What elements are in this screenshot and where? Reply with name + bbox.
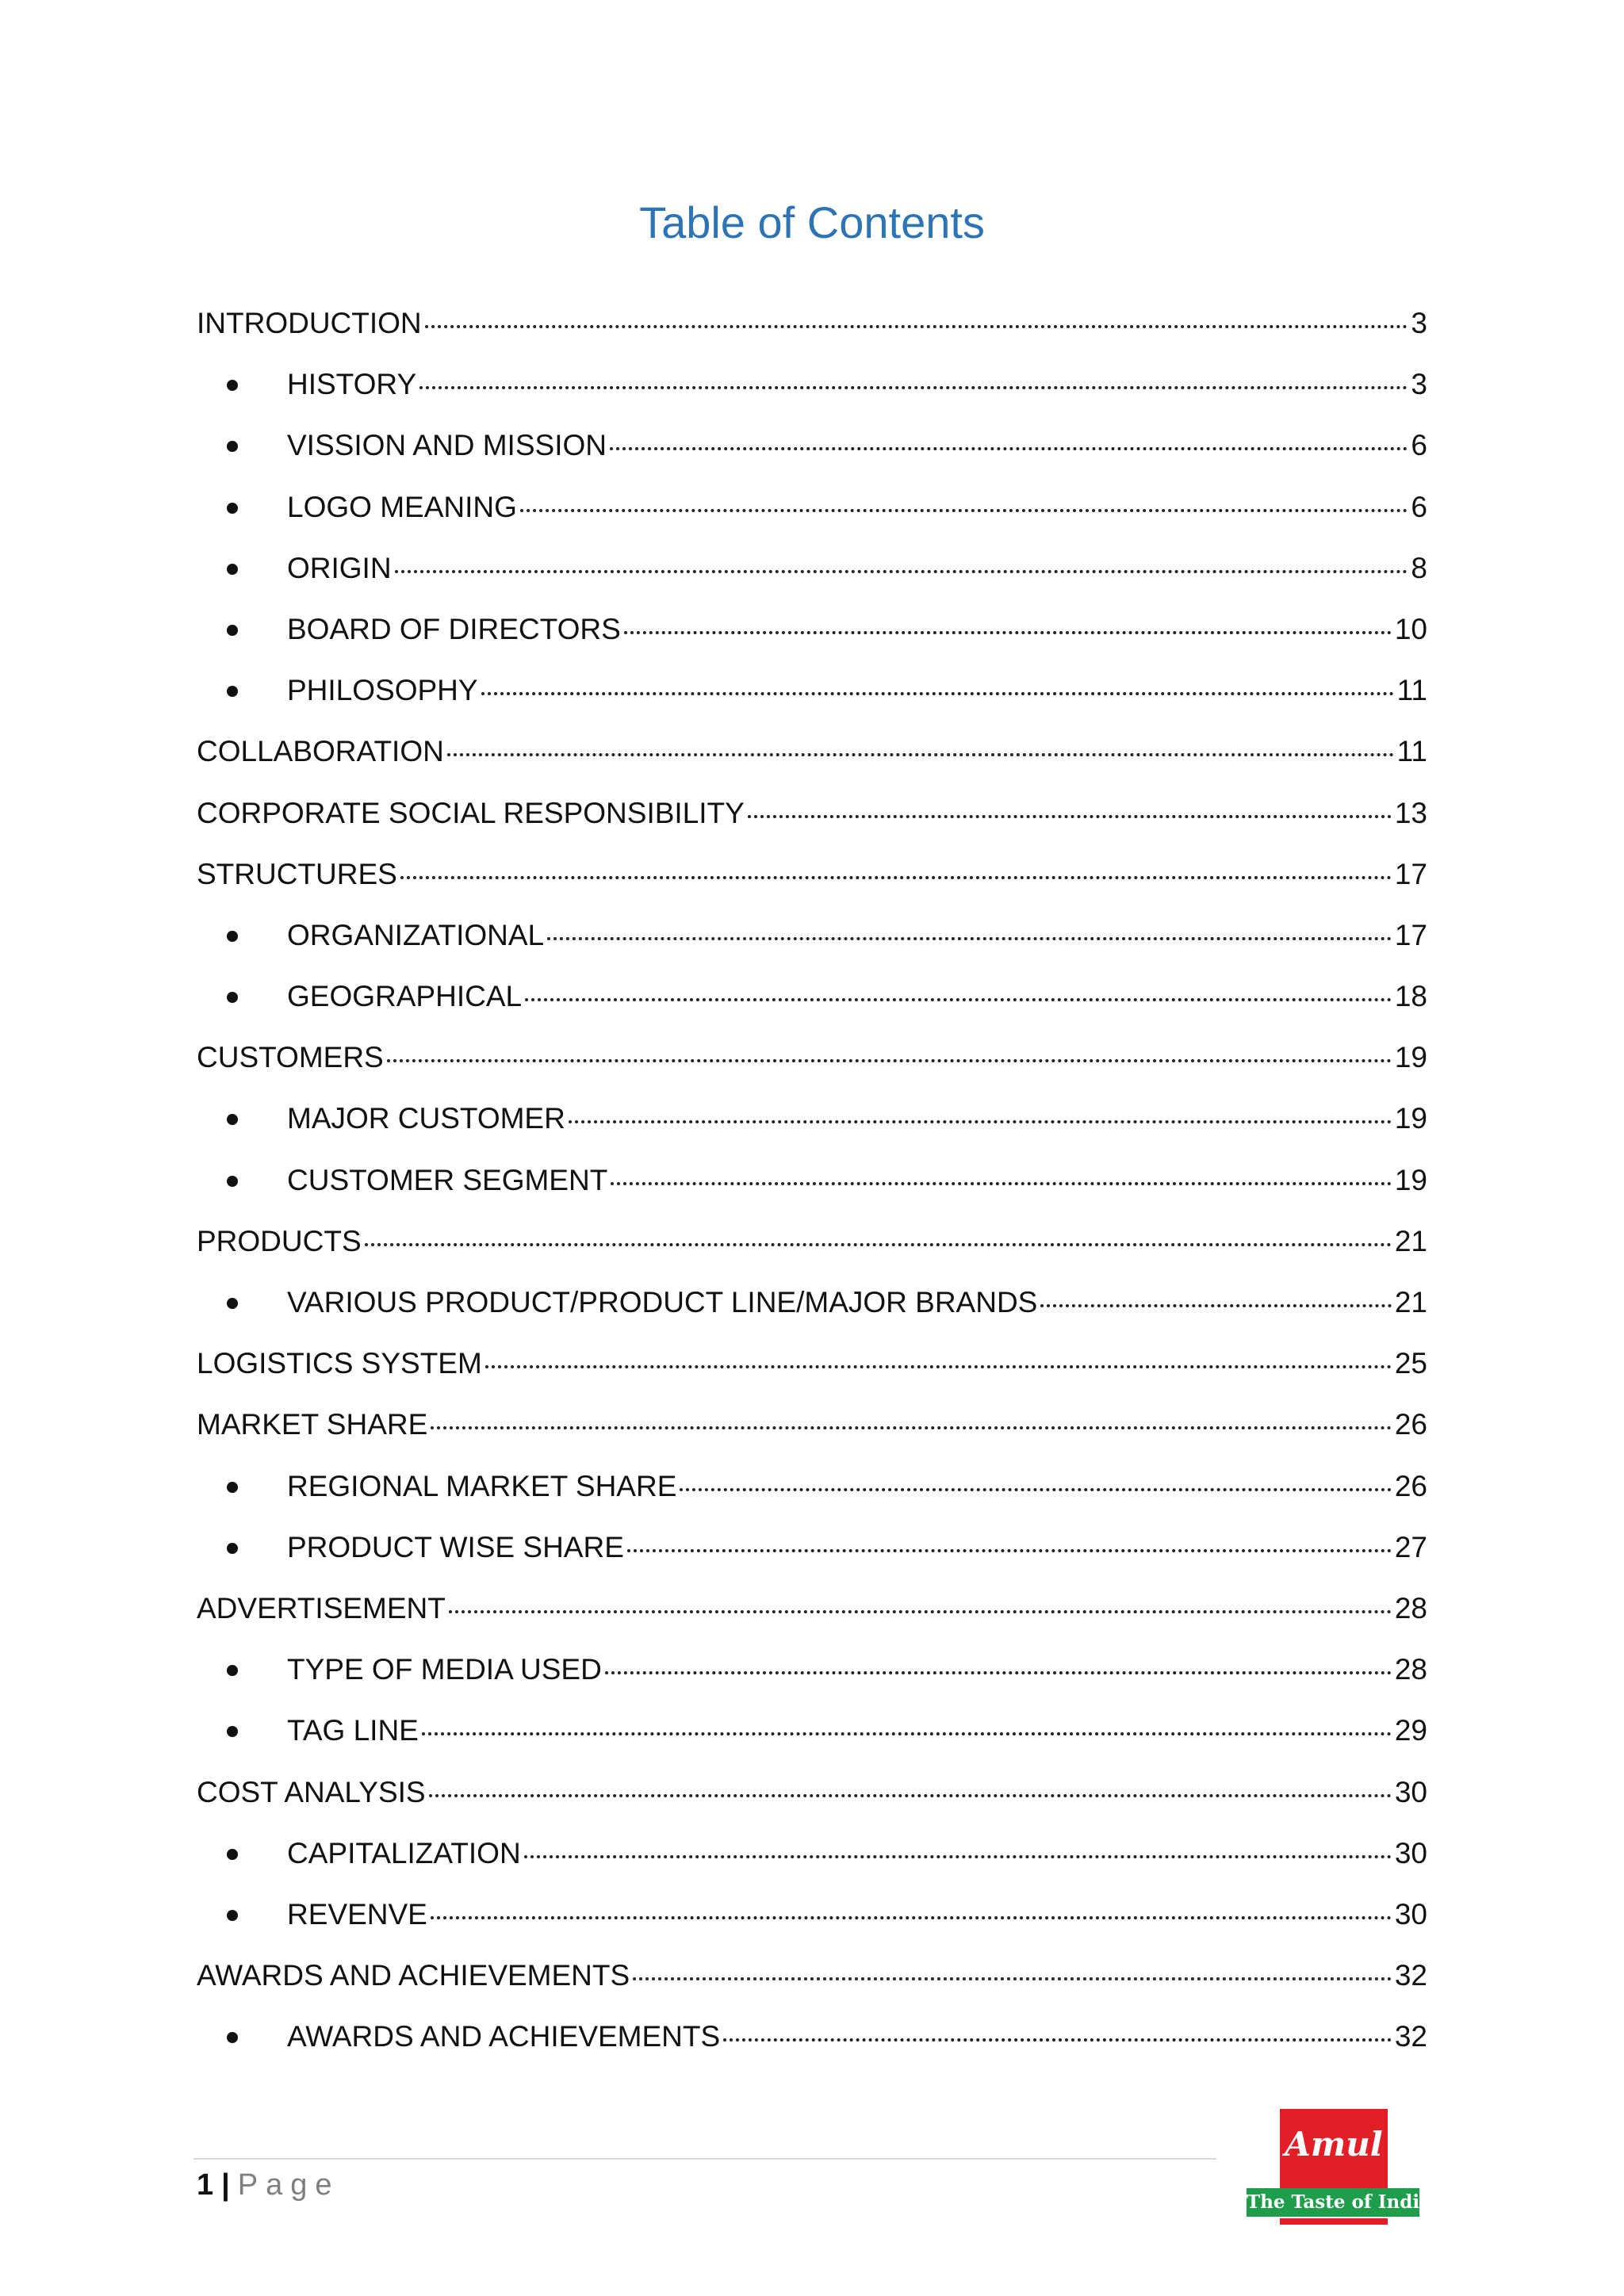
toc-leader-dots — [422, 1729, 1392, 1735]
toc-entry-page: 11 — [1396, 674, 1427, 707]
toc-entry-label: REVENVE — [287, 1897, 427, 1931]
toc-entry-page: 17 — [1394, 918, 1427, 951]
toc-leader-dots — [449, 1607, 1392, 1613]
toc-entry-page: 8 — [1411, 551, 1427, 584]
toc-entry-label: ADVERTISEMENT — [197, 1591, 446, 1624]
toc-entry-label: BOARD OF DIRECTORS — [287, 612, 621, 645]
toc-leader-dots — [387, 1056, 1392, 1062]
toc-subentry[interactable] — [197, 1157, 1427, 1218]
toc-entry-label: CAPITALIZATION — [287, 1836, 521, 1869]
toc-entry-label: TYPE OF MEDIA USED — [287, 1653, 602, 1686]
toc-entry-label: LOGISTICS SYSTEM — [197, 1347, 482, 1380]
toc-entry-label: AWARDS AND ACHIEVEMENTS — [287, 2020, 721, 2053]
toc-entry-page: 27 — [1394, 1530, 1427, 1563]
toc-leader-dots — [723, 2035, 1392, 2042]
toc-leader-dots — [485, 1362, 1392, 1368]
toc-entry-label: VISSION AND MISSION — [287, 429, 607, 462]
toc-entry-page: 30 — [1394, 1897, 1427, 1931]
toc-leader-dots — [633, 1974, 1392, 1980]
toc-entry[interactable] — [197, 728, 1427, 789]
toc-subentry[interactable] — [197, 545, 1427, 606]
toc-entry-label: CUSTOMERS — [197, 1041, 384, 1074]
toc-entry-page: 17 — [1394, 857, 1427, 890]
toc-subentry[interactable] — [197, 361, 1427, 422]
toc-leader-dots — [365, 1240, 1392, 1246]
toc-leader-dots — [524, 1852, 1392, 1858]
toc-entry-label: AWARDS AND ACHIEVEMENTS — [197, 1959, 630, 1992]
toc-entry[interactable] — [197, 1952, 1427, 2013]
toc-entry[interactable] — [197, 1401, 1427, 1462]
toc-subentry[interactable] — [197, 606, 1427, 667]
toc-entry-page: 26 — [1394, 1469, 1427, 1502]
page-separator: | — [221, 2168, 230, 2202]
toc-entry-label: ORGANIZATIONAL — [287, 918, 545, 951]
toc-leader-dots — [481, 689, 1394, 695]
toc-entry-page: 19 — [1394, 1163, 1427, 1196]
toc-entry-page: 3 — [1411, 368, 1427, 401]
toc-entry-page: 13 — [1394, 796, 1427, 829]
logo-brand-text: Amul — [1285, 2125, 1383, 2164]
toc-entry[interactable] — [197, 300, 1427, 361]
logo-red-stripe — [1280, 2218, 1388, 2225]
toc-entry-label: PRODUCT WISE SHARE — [287, 1530, 624, 1563]
toc-entry-page: 30 — [1394, 1836, 1427, 1869]
toc-entry[interactable] — [197, 1769, 1427, 1830]
toc-entry-label: MAJOR CUSTOMER — [287, 1102, 565, 1135]
toc-entry-page: 25 — [1394, 1347, 1427, 1380]
toc-entry-page: 11 — [1396, 735, 1427, 768]
toc-entry-label: COLLABORATION — [197, 735, 444, 768]
toc-entry-label: PHILOSOPHY — [287, 674, 478, 707]
toc-leader-dots — [748, 812, 1392, 818]
toc-leader-dots — [520, 506, 1408, 512]
toc-entry-page: 18 — [1394, 980, 1427, 1013]
toc-entry-label: REGIONAL MARKET SHARE — [287, 1469, 677, 1502]
logo-tagline: The Taste of India — [1247, 2191, 1431, 2213]
toc-entry-page: 6 — [1411, 490, 1427, 523]
toc-entry-page: 30 — [1394, 1775, 1427, 1808]
toc-subentry[interactable] — [197, 1646, 1427, 1707]
toc-subentry[interactable] — [197, 422, 1427, 483]
toc-subentry[interactable] — [197, 973, 1427, 1034]
toc-leader-dots — [395, 567, 1408, 573]
toc-leader-dots — [624, 628, 1392, 634]
toc-entry-page: 6 — [1411, 429, 1427, 462]
toc-entry-label: ORIGIN — [287, 551, 392, 584]
toc-entry-page: 26 — [1394, 1408, 1427, 1441]
toc-entry-label: INTRODUCTION — [197, 307, 422, 339]
toc-subentry[interactable] — [197, 1524, 1427, 1585]
toc-entry-page: 21 — [1394, 1286, 1427, 1318]
toc-leader-dots — [419, 383, 1408, 389]
toc-list — [197, 300, 1427, 2074]
toc-entry-page: 29 — [1394, 1714, 1427, 1747]
toc-leader-dots — [680, 1485, 1391, 1491]
toc-leader-dots — [1040, 1301, 1391, 1307]
footer-page-number — [197, 2166, 340, 2204]
toc-subentry[interactable] — [197, 667, 1427, 728]
toc-entry-page: 28 — [1394, 1591, 1427, 1624]
toc-entry-page: 21 — [1394, 1224, 1427, 1257]
toc-subentry[interactable] — [197, 1463, 1427, 1524]
toc-leader-dots — [627, 1546, 1392, 1552]
toc-entry-page: 3 — [1411, 307, 1427, 339]
toc-leader-dots — [605, 1668, 1392, 1674]
toc-entry-label: PRODUCTS — [197, 1224, 362, 1257]
toc-subentry[interactable] — [197, 1707, 1427, 1768]
toc-entry[interactable] — [197, 851, 1427, 912]
toc-entry-page: 10 — [1394, 612, 1427, 645]
toc-leader-dots — [547, 934, 1392, 940]
toc-leader-dots — [431, 1913, 1392, 1919]
toc-entry-page: 19 — [1394, 1041, 1427, 1074]
toc-subentry[interactable] — [197, 2013, 1427, 2074]
toc-entry[interactable] — [197, 1218, 1427, 1279]
footer-divider — [193, 2158, 1216, 2160]
toc-entry-label: VARIOUS PRODUCT/PRODUCT LINE/MAJOR BRANDS — [287, 1286, 1038, 1318]
toc-entry[interactable] — [197, 1585, 1427, 1646]
toc-entry-label: CUSTOMER SEGMENT — [287, 1163, 608, 1196]
toc-entry-label: LOGO MEANING — [287, 490, 517, 523]
toc-entry[interactable] — [197, 1034, 1427, 1095]
toc-subentry[interactable] — [197, 484, 1427, 545]
toc-entry-page: 28 — [1394, 1653, 1427, 1686]
toc-subentry[interactable] — [197, 912, 1427, 973]
toc-entry-label: MARKET SHARE — [197, 1408, 428, 1441]
toc-leader-dots — [425, 322, 1408, 328]
toc-subentry[interactable] — [197, 1891, 1427, 1952]
page-label: Page — [237, 2168, 340, 2202]
page-number: 1 — [197, 2168, 214, 2202]
toc-leader-dots — [611, 1179, 1392, 1185]
toc-subentry[interactable] — [197, 1830, 1427, 1891]
toc-entry-label: TAG LINE — [287, 1714, 419, 1747]
toc-entry-page: 32 — [1394, 1959, 1427, 1992]
toc-entry[interactable] — [197, 790, 1427, 851]
toc-subentry[interactable] — [197, 1279, 1427, 1340]
toc-leader-dots — [610, 444, 1408, 450]
toc-leader-dots — [525, 995, 1392, 1001]
toc-title: Table of Contents — [639, 197, 985, 247]
toc-entry-label: HISTORY — [287, 368, 417, 401]
toc-leader-dots — [429, 1791, 1392, 1797]
toc-entry[interactable] — [197, 1340, 1427, 1401]
toc-entry-page: 32 — [1394, 2020, 1427, 2053]
toc-entry-label: STRUCTURES — [197, 857, 397, 890]
amul-logo — [1247, 2109, 1431, 2228]
toc-entry-page: 19 — [1394, 1102, 1427, 1135]
toc-leader-dots — [400, 873, 1392, 879]
toc-leader-dots — [447, 750, 1394, 756]
toc-subentry[interactable] — [197, 1095, 1427, 1156]
toc-entry-label: CORPORATE SOCIAL RESPONSIBILITY — [197, 796, 745, 829]
toc-leader-dots — [431, 1423, 1392, 1429]
toc-entry-label: COST ANALYSIS — [197, 1775, 426, 1808]
toc-entry-label: GEOGRAPHICAL — [287, 980, 523, 1013]
toc-leader-dots — [569, 1117, 1392, 1123]
